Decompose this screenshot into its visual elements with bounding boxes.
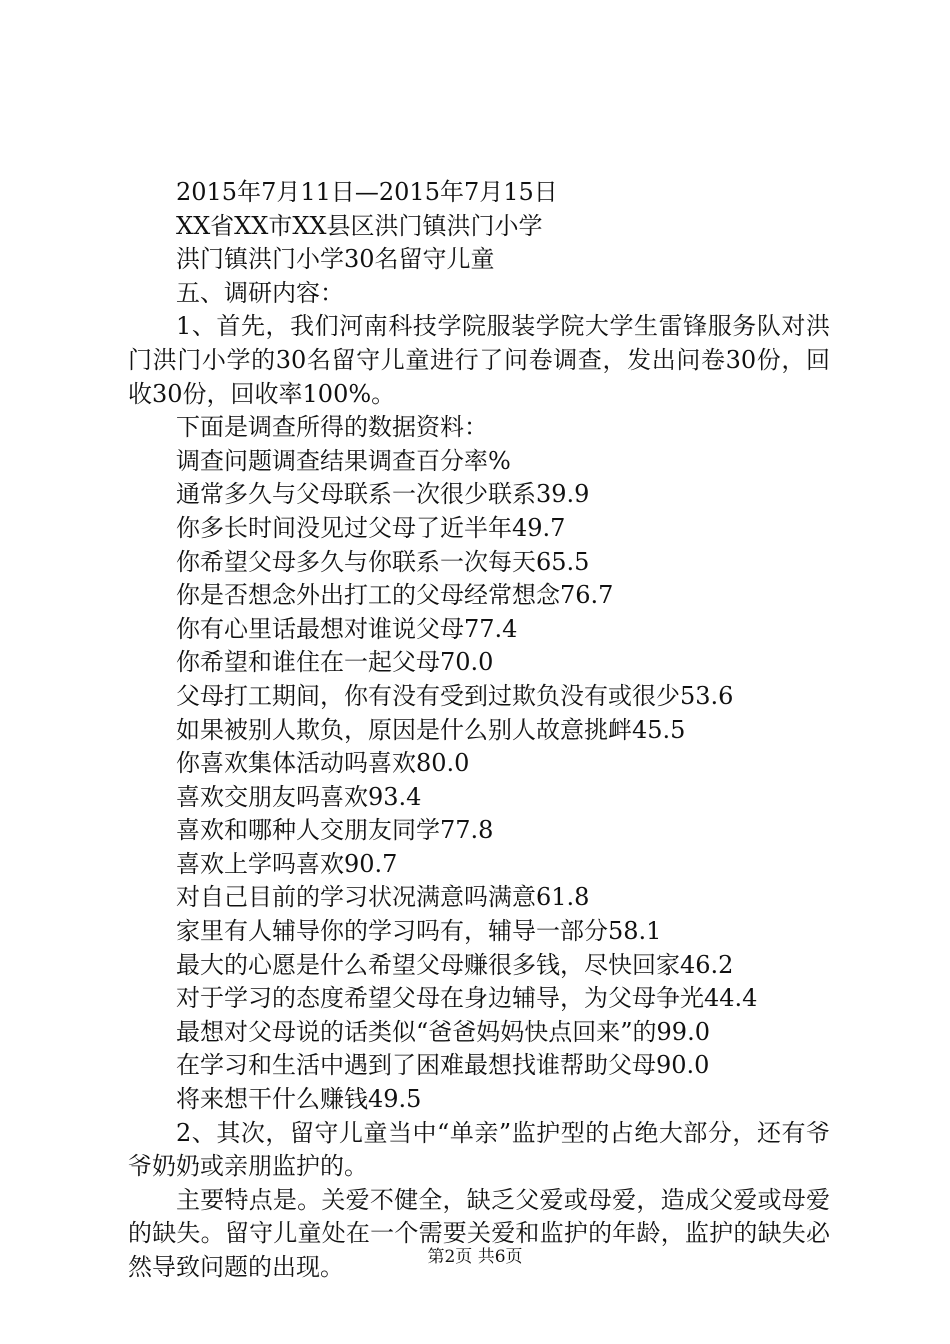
survey-item: 你有心里话最想对谁说父母77.4 [176,614,518,643]
survey-item: 你多长时间没见过父母了近半年49.7 [176,513,566,542]
survey-item: 对自己目前的学习状况满意吗满意61.8 [176,883,590,912]
location-line: XX省XX市XX县区洪门镇洪门小学 [176,211,543,240]
survey-item: 对于学习的态度希望父母在身边辅导，为父母争光44.4 [176,984,758,1013]
subjects-line: 洪门镇洪门小学30名留守儿童 [176,245,495,274]
section-heading: 五、调研内容： [176,278,344,307]
survey-item: 喜欢交朋友吗喜欢93.4 [176,782,422,811]
survey-item: 通常多久与父母联系一次很少联系39.9 [176,480,590,509]
survey-item: 将来想干什么赚钱49.5 [176,1085,422,1114]
paragraph-guardianship: 2、其次，留守儿童当中“单亲”监护型的占绝大部分，还有爷爷奶奶或亲朋监护的。 [128,1118,830,1181]
survey-item: 你是否想念外出打工的父母经常想念76.7 [176,581,614,610]
data-intro-line: 下面是调查所得的数据资料： [176,413,488,442]
survey-item: 家里有人辅导你的学习吗有，辅导一部分58.1 [176,917,662,946]
paragraph-characteristics: 主要特点是。关爱不健全，缺乏父爱或母爱，造成父爱或母爱的缺失。留守儿童处在一个需要关爱和监护的年龄，监护的缺失必然导致问题的出现。 [128,1185,830,1281]
survey-item: 最想对父母说的话类似“爸爸妈妈快点回来”的99.0 [176,1017,710,1046]
paragraph-survey-intro: 1、首先，我们河南科技学院服装学院大学生雷锋服务队对洪门洪门小学的30名留守儿童进行了问卷调查，发出问卷30份，回收30份，回收率100%。 [128,312,830,408]
survey-item: 你希望和谁住在一起父母70.0 [176,648,494,677]
survey-item: 在学习和生活中遇到了困难最想找谁帮助父母90.0 [176,1051,710,1080]
survey-item: 最大的心愿是什么希望父母赚很多钱，尽快回家46.2 [176,950,734,979]
survey-item: 如果被别人欺负，原因是什么别人故意挑衅45.5 [176,715,686,744]
page-footer: 第2页 共6页 [427,1247,523,1267]
survey-item: 喜欢和哪种人交朋友同学77.8 [176,816,494,845]
date-range-line: 2015年7月11日—2015年7月15日 [176,178,558,206]
survey-item: 喜欢上学吗喜欢90.7 [176,849,398,878]
survey-item: 你希望父母多久与你联系一次每天65.5 [176,547,590,576]
survey-header-line: 调查问题调查结果调查百分率% [176,446,511,475]
survey-item: 父母打工期间，你有没有受到过欺负没有或很少53.6 [176,681,734,710]
document-body [128,176,830,1285]
survey-item: 你喜欢集体活动吗喜欢80.0 [176,749,470,778]
